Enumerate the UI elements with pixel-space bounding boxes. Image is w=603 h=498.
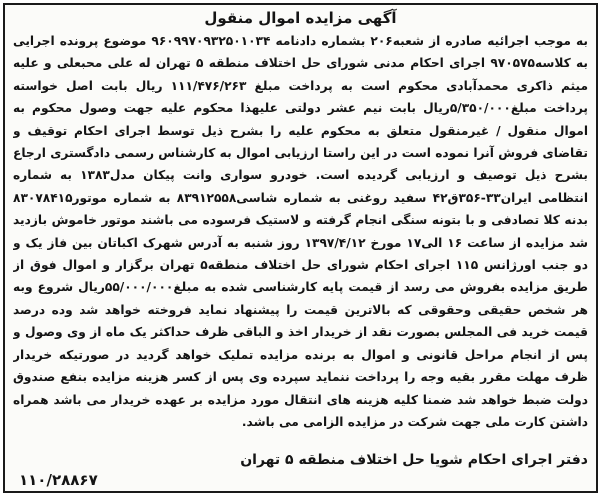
notice-code: ۱۱۰/۲۸۸۶۷ — [19, 471, 98, 489]
notice-footer — [13, 449, 588, 471]
auction-notice — [3, 3, 598, 493]
notice-title: آگهی مزایده اموال منقول — [204, 9, 397, 27]
issuing-office: دفتر اجرای احکام شویا حل اختلاف منطقه ۵ تهران — [240, 452, 588, 468]
notice-body: به موجب اجرائیه صادره از شعبه۲۰۶ بشماره دادنامه ۹۶۰۹۹۷۰۹۳۲۵۰۱۰۳۴ موضوع پرونده اجرایی به کلاسه۹۷۰۵۷۵ اجرای احکام مدنی شورای حل اختلاف منطقه ۵ تهران له علی محبعلی و علیه میثم ذاکری محمدآبادی محکوم است به پرداخت مبلغ ۱۱۱/۴۷۶/۲۶۳ ریال بابت اصل خواسته پرداخت مبلغ۵/۳۵۰/۰۰۰ریال بابت نیم عشر دولتی علیهذا محکوم علیه جهت وصول محکوم به اموال منقول / غیرمنقول متعلق به محکوم علیه را بشرح ذیل توسط اجرای احکام توقیف و تقاضای فروش آنرا نموده است در این راستا ارزیابی اموال به کارشناس رسمی دادگستری ارجاع بشرح ذیل توصیف و ارزیابی گردیده است. خودرو سواری وانت پیکان مدل۱۳۸۳ به شماره انتظامی ایران۳۳-۳۵۶ق۴۲ سفید روغنی به شماره شاسی۸۳۹۱۲۵۵۸ به شماره موتور۸۳۰۷۸۴۱۵ بدنه کلا تصادفی و با بتونه سنگی انجام گرفته و لاستیک فرسوده می باشند موتور خاموش بازدید شد مزایده از ساعت ۱۶ الی۱۷ مورخ ۱۳۹۷/۴/۱۲ روز شنبه به آدرس شهرک اکباتان بین فاز یک و دو جنب اورژانس ۱۱۵ اجرای احکام شورای حل اختلاف منطقه۵ تهران برگزار و اموال فوق از طریق مزایده بفروش می رسد از قیمت پایه کارشناسی شده به مبلغ۵۵/۰۰۰/۰۰۰ریال شروع وبه هر شخص حقیقی وحقوقی که بالاترین قیمت را پیشنهاد نماید فروخته خواهد شد وده درصد قیمت خرید فی المجلس بصورت نقد از خریدار اخذ و الباقی ظرف حداکثر یک ماه از وی وصول و پس از انجام مراحل قانونی و اموال به برنده مزایده تملیک خواهد گردید در صورتیکه خریدار ظرف مهلت مقرر بقیه وجه را پرداخت ننماید سپرده وی پس از کسر هزینه مزایده بنفع صندوق دولت ضبط خواهد شد ضمنا کلیه هزینه های انتقال مورد مزایده بر عهده خریدار می باشد همراه داشتن کارت ملی جهت شرکت در مزایده الزامی می باشد. — [13, 34, 588, 429]
